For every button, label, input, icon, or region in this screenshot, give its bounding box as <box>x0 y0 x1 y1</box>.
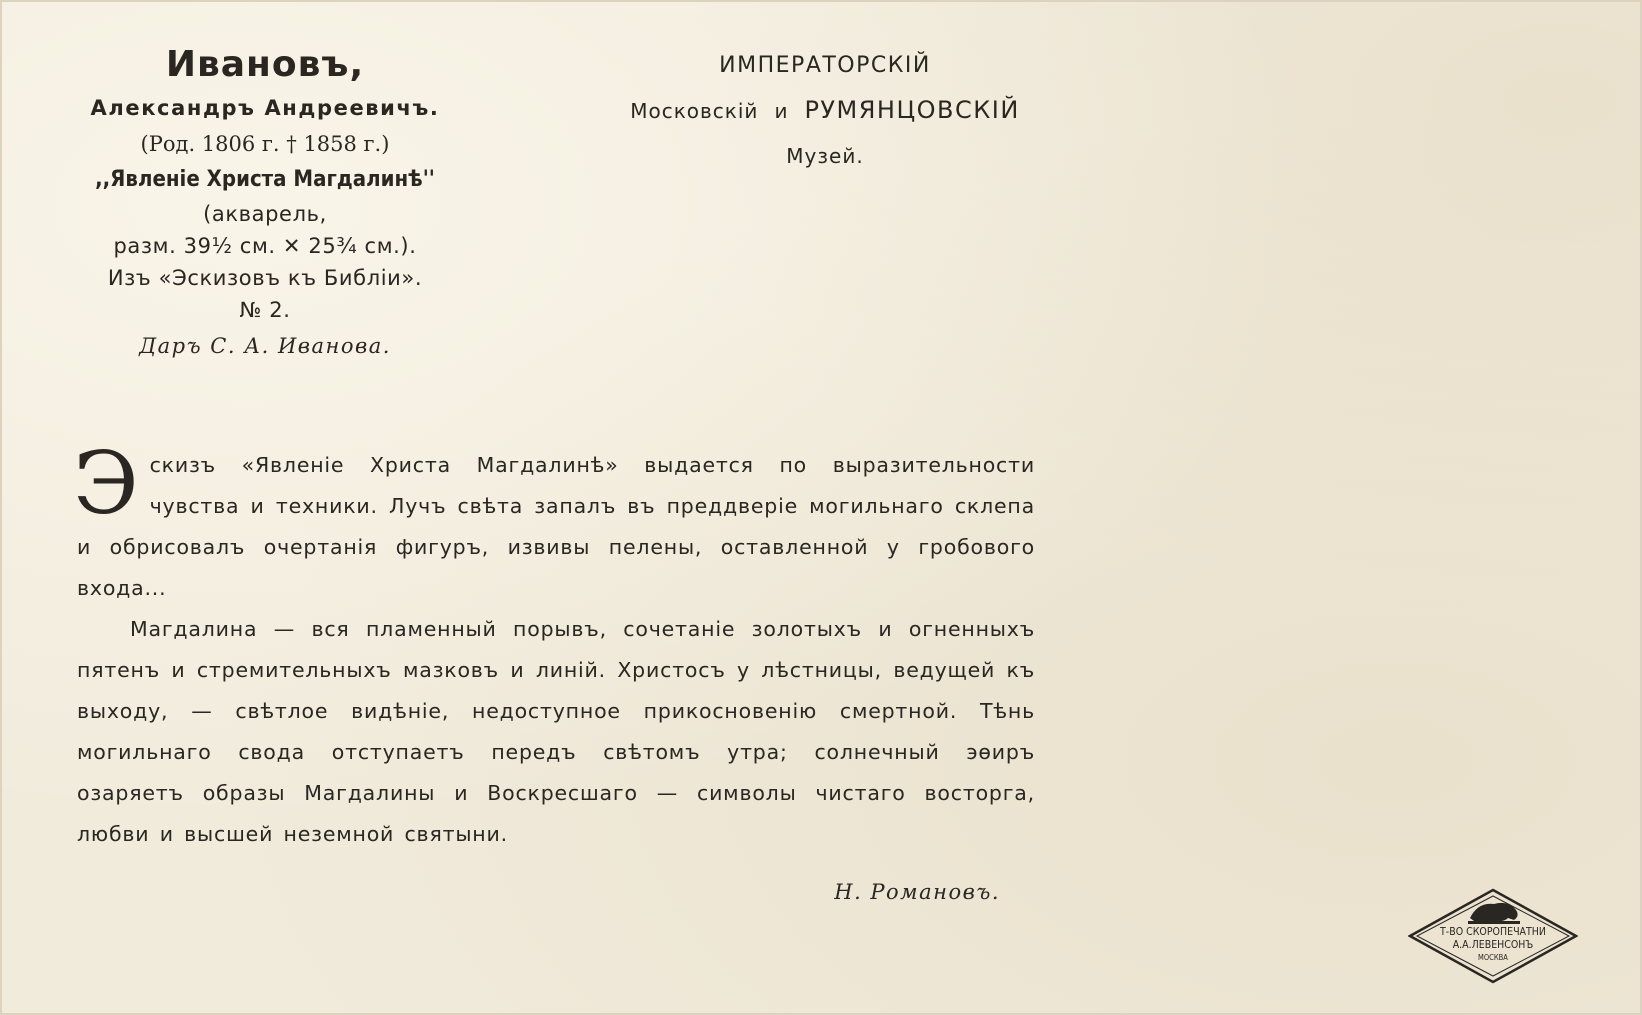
printer-logo-line-1: Т-ВО СКОРОПЕЧАТНИ <box>1440 926 1546 938</box>
artwork-title: ,,Явленіе Христа Магдалинѣ'' <box>95 167 435 192</box>
drop-cap: Э <box>73 434 140 534</box>
artwork-caption <box>70 40 460 366</box>
artwork-medium: (акварель, <box>203 202 327 226</box>
museum-line-2-b: и <box>774 99 789 123</box>
description-text <box>73 434 1035 855</box>
paragraph-1 <box>73 434 1035 609</box>
artwork-series: Изъ «Эскизовъ къ Библіи». <box>107 266 423 290</box>
printer-logo-emblem <box>1408 888 1578 984</box>
artwork-dimensions: разм. 39½ см. ✕ 25¾ см.). <box>113 234 417 258</box>
museum-line-2 <box>590 87 1060 135</box>
artist-surname: Ивановъ, <box>165 44 365 85</box>
museum-line-2-a: Московскій <box>630 99 759 123</box>
artist-given-name: Александръ Андреевичъ. <box>90 96 440 120</box>
museum-line-1: ИМПЕРАТОРСКІЙ <box>719 53 931 78</box>
artwork-number: № 2. <box>239 298 291 322</box>
museum-header <box>590 45 1060 177</box>
paragraph-1-text: скизъ «Явленіе Христа Магдалинѣ» выдается по выразительности чувства и техники. Лучъ свѣта запалъ въ преддверіе могильнаго склепа и обрисовалъ очертанія фигуръ, извивы пелены, оставленной у гробового входа... <box>77 453 1035 600</box>
artwork-donor: Даръ С. А. Иванова. <box>139 334 391 358</box>
printer-logo-line-3: МОСКВА <box>1478 953 1508 962</box>
printer-logo-line-2: А.А.ЛЕВЕНСОНЪ <box>1452 939 1534 951</box>
printer-logo <box>1408 888 1578 984</box>
museum-line-3: Музей. <box>786 144 864 168</box>
artist-dates: (Род. 1806 г. † 1858 г.) <box>140 132 390 156</box>
museum-line-2-c: РУМЯНЦОВСКІЙ <box>804 96 1020 124</box>
author-signature: Н. Романовъ. <box>834 880 1000 904</box>
paragraph-2: Магдалина — вся пламенный порывъ, сочетаніе золотыхъ и огненныхъ пятенъ и стремительныхъ мазковъ и линій. Христосъ у лѣстницы, ведущей къ выходу, — свѣтлое видѣніе, недоступное прикосновенію смертной. Тѣнь могильнаго свода отступаетъ передъ свѣтомъ утра; солнечный эѳиръ озаряетъ образы Магдалины и Воскресшаго — символы чистаго восторга, любви и высшей неземной святыни. <box>77 617 1035 846</box>
